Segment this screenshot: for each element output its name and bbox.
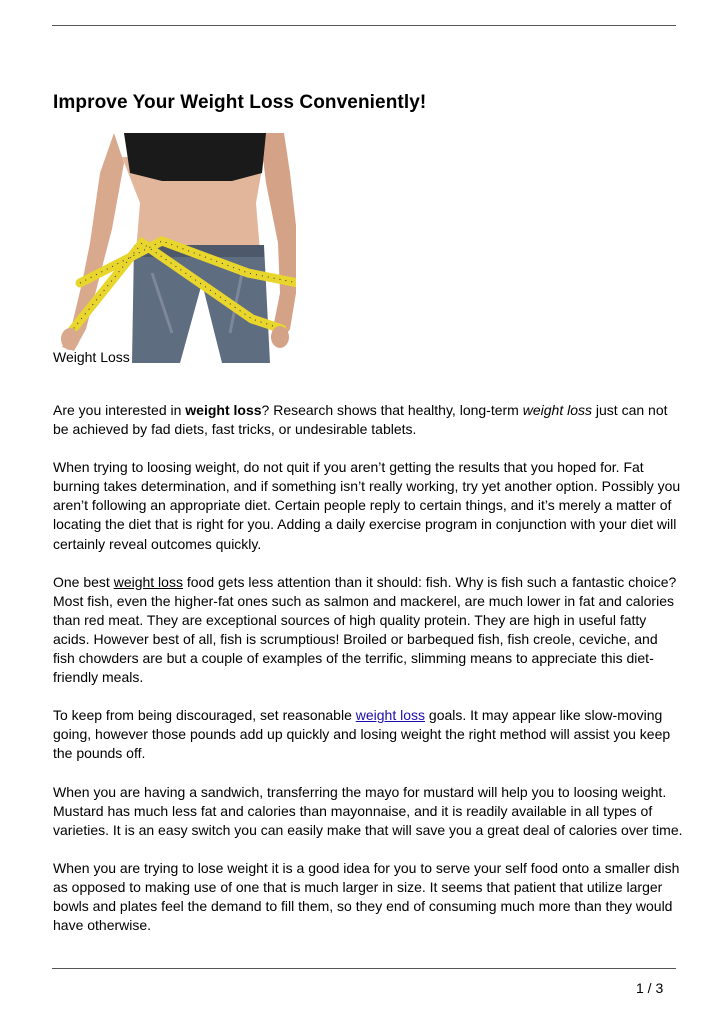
p1-bold-weight-loss: weight loss bbox=[185, 402, 262, 418]
p1-text-e: just can not be achieved by fad diets, fast tricks, or undesirable tablets. bbox=[53, 402, 668, 438]
page-title: Improve Your Weight Loss Conveniently! bbox=[53, 92, 427, 113]
p1-text-a: Are you interested in bbox=[53, 402, 186, 418]
p4-text-a: To keep from being discouraged, set reasonable bbox=[53, 707, 356, 724]
p1-text-c: ? Research shows that healthy, long-term bbox=[261, 402, 523, 418]
paragraph-1 bbox=[53, 401, 683, 439]
image-caption: Weight Loss bbox=[53, 349, 130, 365]
weight-loss-link[interactable]: weight loss bbox=[355, 707, 426, 724]
header-rule bbox=[52, 25, 676, 26]
paragraph-3 bbox=[53, 573, 683, 688]
waist-measuring-tape-illustration bbox=[52, 133, 296, 363]
footer-rule bbox=[52, 968, 676, 969]
paragraph-4 bbox=[53, 706, 683, 763]
page-number: 1 / 3 bbox=[636, 980, 664, 996]
paragraph-5: When you are having a sandwich, transferring the mayo for mustard will help you to loosing weight. Mustard has much less fat and calories than mayonnaise, and it is readily available in all types of varieties. It is an easy switch you can easily make that will save you a great deal of calories over time. bbox=[53, 783, 683, 838]
p4-text-c: goals. It may appear like slow-moving going, however those pounds add up quickly and losing weight the right method will assist you keep the pounds off. bbox=[53, 707, 671, 762]
paragraph-6: When you are trying to lose weight it is a good idea for you to serve your self food onto a smaller dish as opposed to making use of one that is much larger in size. It seems that patient that utilize larger bowls and plates feel the demand to fill them, so they end of consuming much more than they would have otherwise. bbox=[53, 859, 680, 934]
p3-text-a: One best bbox=[53, 573, 114, 590]
article-body bbox=[53, 401, 683, 954]
p1-italic-weight-loss: weight loss bbox=[522, 402, 592, 418]
p3-underlined-weight-loss: weight loss bbox=[113, 573, 183, 590]
paragraph-2: When trying to loosing weight, do not quit if you aren’t getting the results that you hoped for. Fat burning takes determination, and if something isn’t really working, try yet another option. Possibly you aren’t following an appropriate diet. Certain people reply to certain things, and it’s merely a matter of locating the diet that is right for you. Adding a daily exercise program in conjunction with your diet will certainly reveal outcomes quickly. bbox=[53, 459, 681, 552]
p3-text-c: food gets less attention than it should: fish. Why is fish such a fantastic choice? Most fish, even the higher-fat ones such as salmon and mackerel, are much lower in fat and calories than red meat. They are exceptional sources of high quality protein. They are high in useful fatty acids. However best of all, fish is scrumptious! Broiled or barbequed fish, fish creole, ceviche, and fish chowders are but a couple of examples of the terrific, slimming means to appreciate this diet-friendly meals. bbox=[53, 573, 677, 686]
weight-loss-image bbox=[52, 133, 296, 363]
